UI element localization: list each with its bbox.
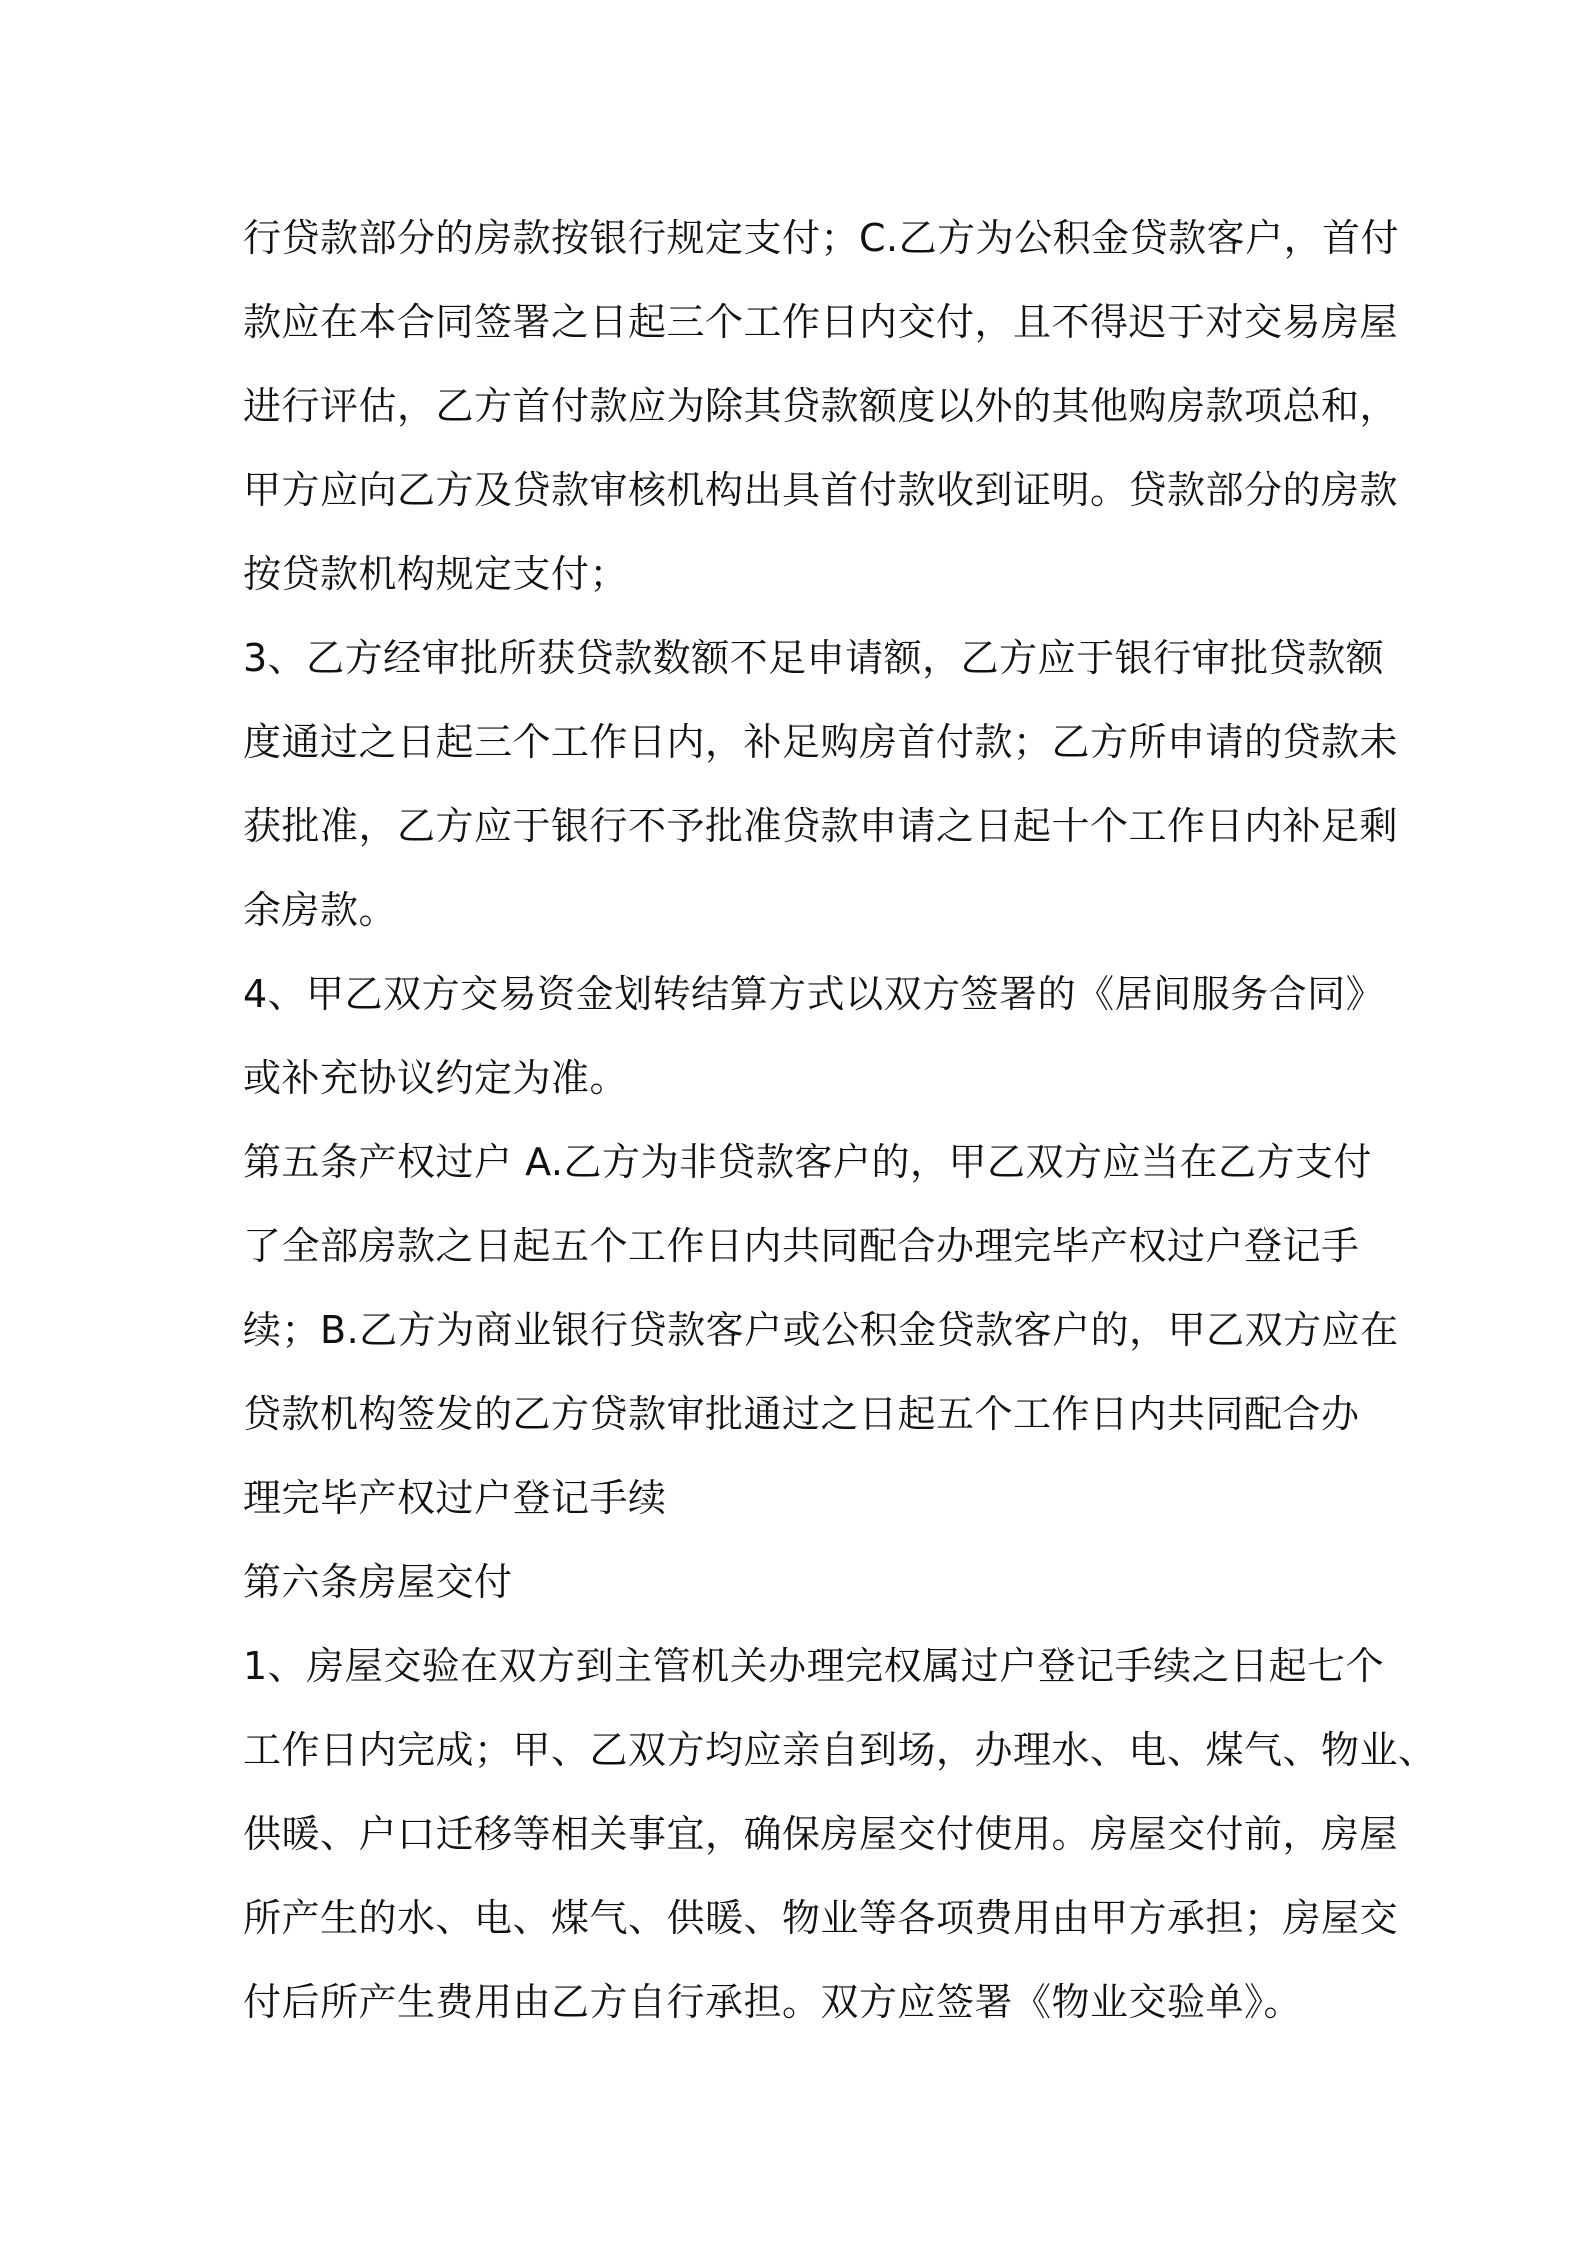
text-line: 所产生的水、电、煤气、供暖、物业等各项费用由甲方承担；房屋交 <box>243 1896 1399 1940</box>
section-heading: 第六条房屋交付 <box>243 1560 513 1604</box>
text-line: 4、甲乙双方交易资金划转结算方式以双方签署的《居间服务合同》 <box>243 972 1385 1016</box>
text-line: 甲方应向乙方及贷款审核机构出具首付款收到证明。贷款部分的房款 <box>243 468 1399 512</box>
text-line: 度通过之日起三个工作日内，补足购房首付款；乙方所申请的贷款未 <box>243 720 1399 764</box>
text-line: 款应在本合同签署之日起三个工作日内交付，且不得迟于对交易房屋 <box>243 300 1399 344</box>
text-line: 第五条产权过户 A.乙方为非贷款客户的，甲乙双方应当在乙方支付 <box>243 1140 1372 1184</box>
text-line: 工作日内完成；甲、乙双方均应亲自到场，办理水、电、煤气、物业、 <box>243 1728 1437 1772</box>
text-line: 贷款机构签发的乙方贷款审批通过之日起五个工作日内共同配合办 <box>243 1392 1360 1436</box>
contract-text-body <box>243 196 1437 2044</box>
text-line: 3、乙方经审批所获贷款数额不足申请额，乙方应于银行审批贷款额 <box>243 636 1385 680</box>
text-line: 供暖、户口迁移等相关事宜，确保房屋交付使用。房屋交付前，房屋 <box>243 1812 1399 1856</box>
text-line: 获批准，乙方应于银行不予批准贷款申请之日起十个工作日内补足剩 <box>243 804 1399 848</box>
text-line: 按贷款机构规定支付； <box>243 552 629 596</box>
text-line: 理完毕产权过户登记手续 <box>243 1476 667 1520</box>
text-line: 余房款。 <box>243 888 398 932</box>
text-line: 了全部房款之日起五个工作日内共同配合办理完毕产权过户登记手 <box>243 1224 1360 1268</box>
text-line: 1、房屋交验在双方到主管机关办理完权属过户登记手续之日起七个 <box>243 1644 1385 1688</box>
text-line: 行贷款部分的房款按银行规定支付；C.乙方为公积金贷款客户，首付 <box>243 216 1400 260</box>
text-line: 续；B.乙方为商业银行贷款客户或公积金贷款客户的，甲乙双方应在 <box>243 1308 1399 1352</box>
text-line: 付后所产生费用由乙方自行承担。双方应签署《物业交验单》。 <box>243 1980 1303 2024</box>
text-line: 进行评估，乙方首付款应为除其贷款额度以外的其他购房款项总和， <box>243 384 1399 428</box>
text-line: 或补充协议约定为准。 <box>243 1056 629 1100</box>
